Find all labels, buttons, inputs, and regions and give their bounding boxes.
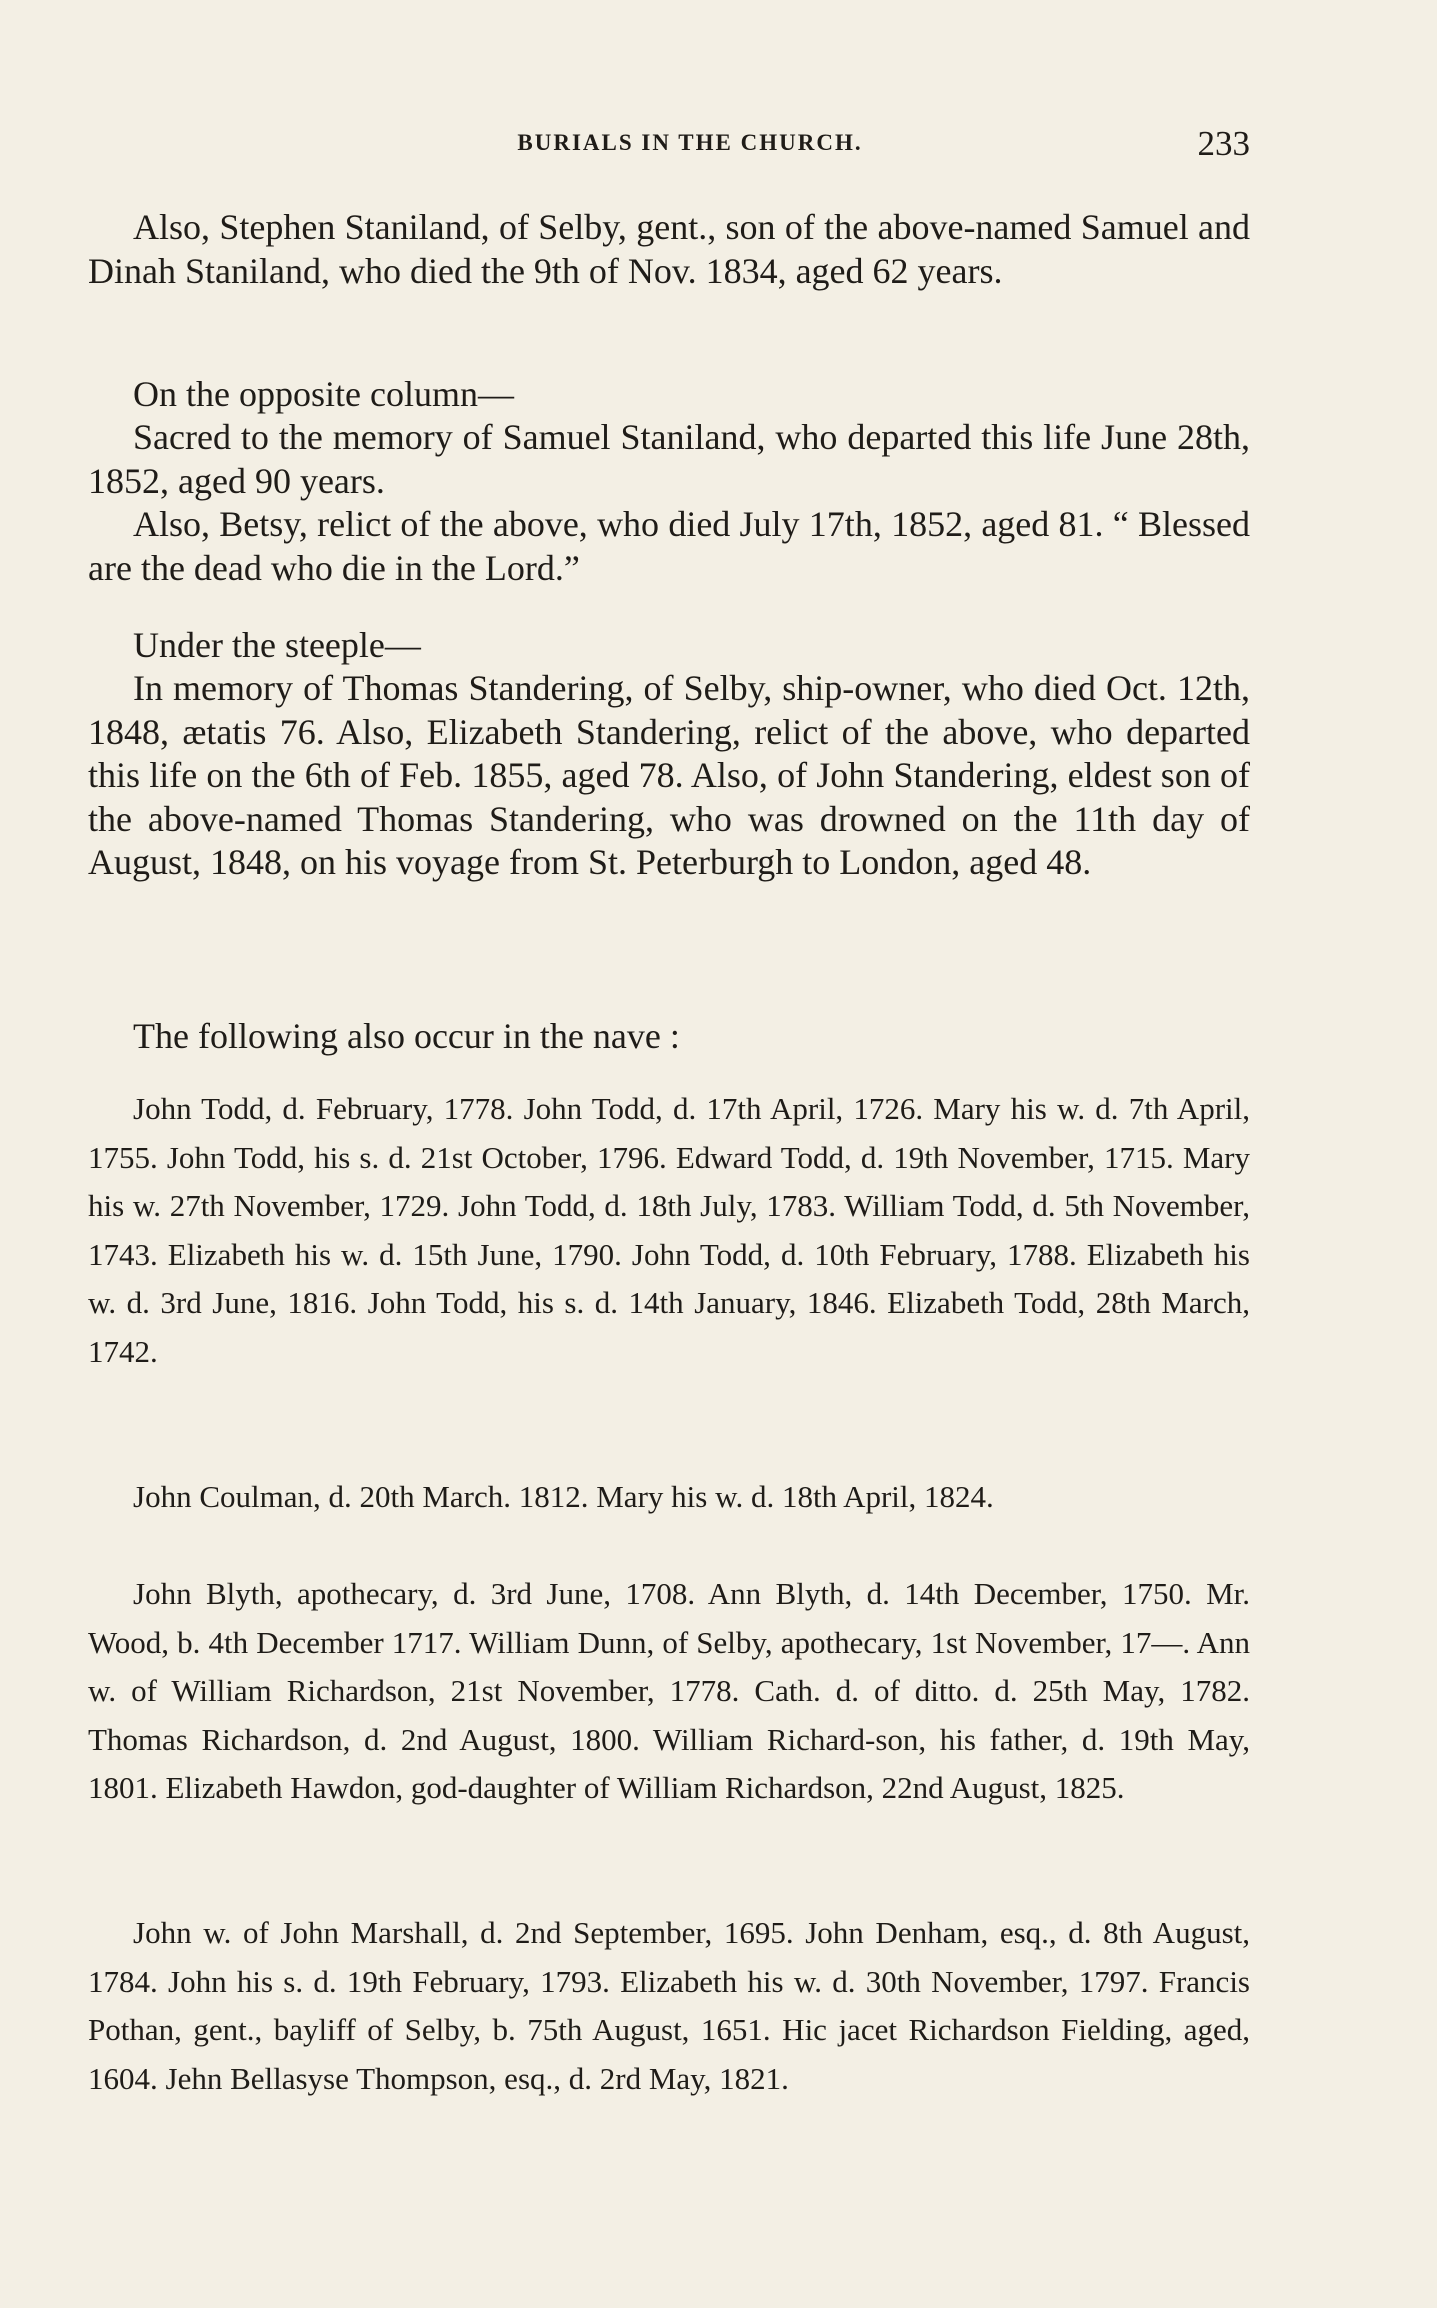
nave-entry-blyth-richardson: John Blyth, apothecary, d. 3rd June, 1708. Ann Blyth, d. 14th December, 1750. Mr. Wood, b. 4th December 1717. William Dunn, of Selby, apothecary, 1st November, 17—. Ann w. of William Richardson, 21st November, 1778. Cath. d. of ditto. d. 25th May, 1782. Thomas Richardson, d. 2nd August, 1800. William Richard-son, his father, d. 19th May, 1801. Elizabeth Hawdon, god-daughter of William Richardson, 22nd August, 1825. [88, 1576, 1250, 1805]
paragraph-standering: In memory of Thomas Standering, of Selby, ship-owner, who died Oct. 12th, 1848, ætatis 76. Also, Elizabeth Standering, relict of the above, who departed this life on the 6th of Feb. 1855, aged 78. Also, of John Standering, eldest son of the above-named Thomas Standering, who was drowned on the 11th day of August, 1848, on his voyage from St. Peterburgh to London, aged 48. [88, 668, 1250, 882]
page-number: 233 [1197, 124, 1250, 163]
nave-entry-coulman: John Coulman, d. 20th March. 1812. Mary his w. d. 18th April, 1824. [133, 1479, 994, 1514]
subheading-nave: The following also occur in the nave : [133, 1016, 680, 1056]
nave-entry-marshall-denham: John w. of John Marshall, d. 2nd September, 1695. John Denham, esq., d. 8th August, 1784. John his s. d. 19th February, 1793. Elizabeth his w. d. 30th November, 1797. Francis Pothan, gent., bayliff of Selby, b. 75th August, 1651. Hic jacet Richardson Fielding, aged, 1604. Jehn Bellasyse Thompson, esq., d. 2rd May, 1821. [88, 1915, 1250, 2096]
subheading-opposite-column: On the opposite column— [133, 374, 514, 414]
paragraph-stephen-staniland: Also, Stephen Staniland, of Selby, gent., son of the above-named Samuel and Dinah Staniland, who died the 9th of Nov. 1834, aged 62 years. [88, 207, 1250, 291]
subheading-under-steeple: Under the steeple— [133, 625, 421, 665]
paragraph-samuel-staniland: Sacred to the memory of Samuel Staniland, who departed this life June 28th, 1852, aged 90 years. [88, 417, 1250, 501]
paragraph-betsy: Also, Betsy, relict of the above, who died July 17th, 1852, aged 81. “ Blessed are the dead who die in the Lord.” [88, 504, 1250, 588]
running-title: BURIALS IN THE CHURCH. [517, 130, 863, 155]
nave-entry-todd: John Todd, d. February, 1778. John Todd, d. 17th April, 1726. Mary his w. d. 7th April, 1755. John Todd, his s. d. 21st October, 1796. Edward Todd, d. 19th November, 1715. Mary his w. 27th November, 1729. John Todd, d. 18th July, 1783. William Todd, d. 5th November, 1743. Elizabeth his w. d. 15th June, 1790. John Todd, d. 10th February, 1788. Elizabeth his w. d. 3rd June, 1816. John Todd, his s. d. 14th January, 1846. Elizabeth Todd, 28th March, 1742. [88, 1091, 1250, 1369]
running-head [130, 124, 1250, 164]
